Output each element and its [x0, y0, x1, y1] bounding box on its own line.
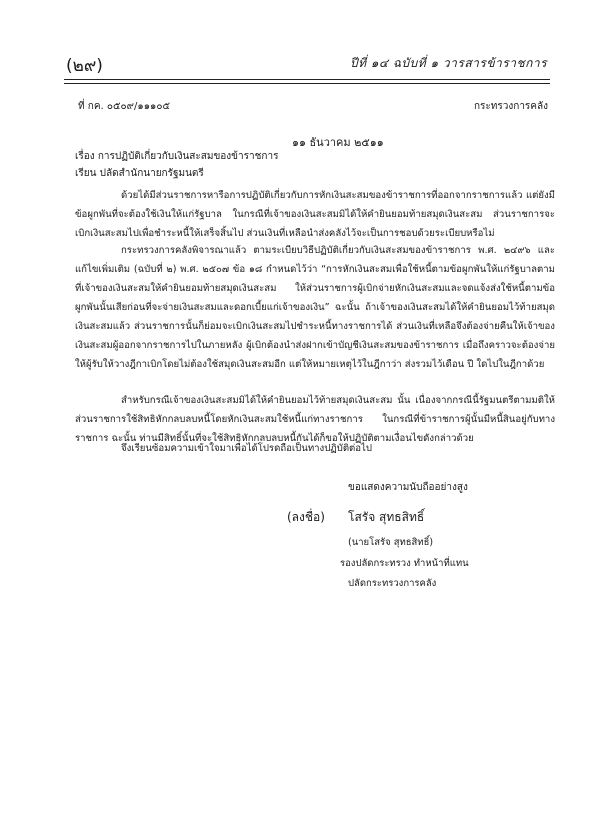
header-rule-bottom [64, 83, 550, 84]
body-paragraph: ด้วยได้มีส่วนราชการหารือการปฏิบัติเกี่ยวกับการหักเงินสะสมของข้าราชการที่ออกจากราชการแล้ว แต่ยังมีข้อผูกพันที่จะต้องใช้เงินให้แก่รัฐบาล ในกรณีที่เจ้าของเงินสะสมมิได้ให้คำยินยอมท้ายสมุดเงินสะสม ส่วนราชการจะเบิกเงินสะสมไปเพื่อชำระหนี้ให้เสร็จสิ้นไป ส่วนเงินที่เหลือนำส่งคลังไว้จะเป็นการชอบด้วยระเบียบหรือไม่ [75, 190, 555, 239]
body-paragraph: จึงเรียนซ้อมความเข้าใจมาเพื่อได้โปรดถือเป็นทางปฏิบัติต่อไป [121, 443, 372, 454]
signed-label: (ลงชื่อ) [287, 510, 325, 524]
signer-name: (นายโสรัจ สุทธสิทธิ์) [348, 537, 434, 548]
body-paragraph: สำหรับกรณีเจ้าของเงินสะสมมิได้ให้คำยินยอมไว้ท้ายสมุดเงินสะสม นั้น เนื่องจากกรณีนี้รัฐมนตรีตามมติให้ส่วนราชการใช้สิทธิหักกลบลบหนี้โดยหักเงินสะสมใช้หนี้แก่ทางราชการ ในกรณีที่ข้าราชการผู้นั้นมีหนี้สินอยู่กับทางราชการ ฉะนั้น ท่านมีสิทธิ์นั้นที่จะใช้สิทธิหักกลบลบหนี้กันได้ก็ขอให้ปฏิบัติตามเงื่อนไขดังกล่าวด้วย [75, 395, 555, 444]
ministry: กระทรวงการคลัง [474, 101, 548, 112]
body-paragraph: กระทรวงการคลังพิจารณาแล้ว ตามระเบียบวิธีปฏิบัติเกี่ยวกับเงินสะสมของข้าราชการ พ.ศ. ๒๔๙๖ และแก้ไขเพิ่มเติม (ฉบับที่ ๒) พ.ศ. ๒๕๐๗ ข้อ ๑๘ กำหนดไว้ว่า “การหักเงินสะสมเพื่อใช้หนี้ตามข้อผูกพันให้แก่รัฐบาลตามที่เจ้าของเงินสะสมให้คำยินยอมท้ายสมุดเงินสะสม ให้ส่วนราชการผู้เบิกจ่ายหักเงินสะสมและจดแจ้งส่งใช้หนี้ตามข้อผูกพันนั้นเสียก่อนที่จะจ่ายเงินสะสมและดอกเบี้ยแก่เจ้าของเงิน” ฉะนั้น ถ้าเจ้าของเงินสะสมได้ให้คำยินยอมไว้ท้ายสมุดเงินสะสมแล้ว ส่วนราชการนั้นก็ย่อมจะเบิกเงินสะสมไปชำระหนี้ทางราชการได้ ส่วนเงินที่เหลือจึงต้องจ่ายคืนให้เจ้าของเงินสะสมผู้ออกจากราชการไปในภายหลัง ผู้เบิกต้องนำส่งฝากเข้าบัญชีเงินสะสมของข้าราชการ เมื่อถึงคราวจะต้องจ่ายให้ผู้รับให้วางฎีกาเบิกโดยไม่ต้องใช้สมุดเงินสะสมอีก แต่ให้หมายเหตุไว้ในฎีกาว่า ส่งรวมไว้เดือน ปี ใดไปในฎีกาด้วย [75, 245, 555, 370]
header-rule-top [64, 79, 550, 80]
letter-subject: เรื่อง การปฏิบัติเกี่ยวกับเงินสะสมของข้าราชการ [75, 151, 279, 162]
reference-number: ที่ กค. ๐๕๐๙/๑๑๑๐๕ [78, 101, 171, 112]
signer-position: ปลัดกระทรวงการคลัง [348, 578, 437, 589]
publication-title: ปีที่ ๑๔ ฉบับที่ ๑ วารสารข้าราชการ [350, 56, 548, 70]
closing-salutation: ขอแสดงความนับถืออย่างสูง [348, 482, 468, 493]
page-number: (๒๙) [66, 56, 103, 76]
signer-title: รองปลัดกระทรวง ทำหน้าที่แทน [340, 558, 469, 569]
signature: โสรัจ สุทธสิทธิ์ [348, 510, 425, 524]
letter-date: ๑๑ ธันวาคม ๒๕๑๑ [292, 136, 384, 149]
letter-addressee: เรียน ปลัดสำนักนายกรัฐมนตรี [75, 168, 204, 179]
